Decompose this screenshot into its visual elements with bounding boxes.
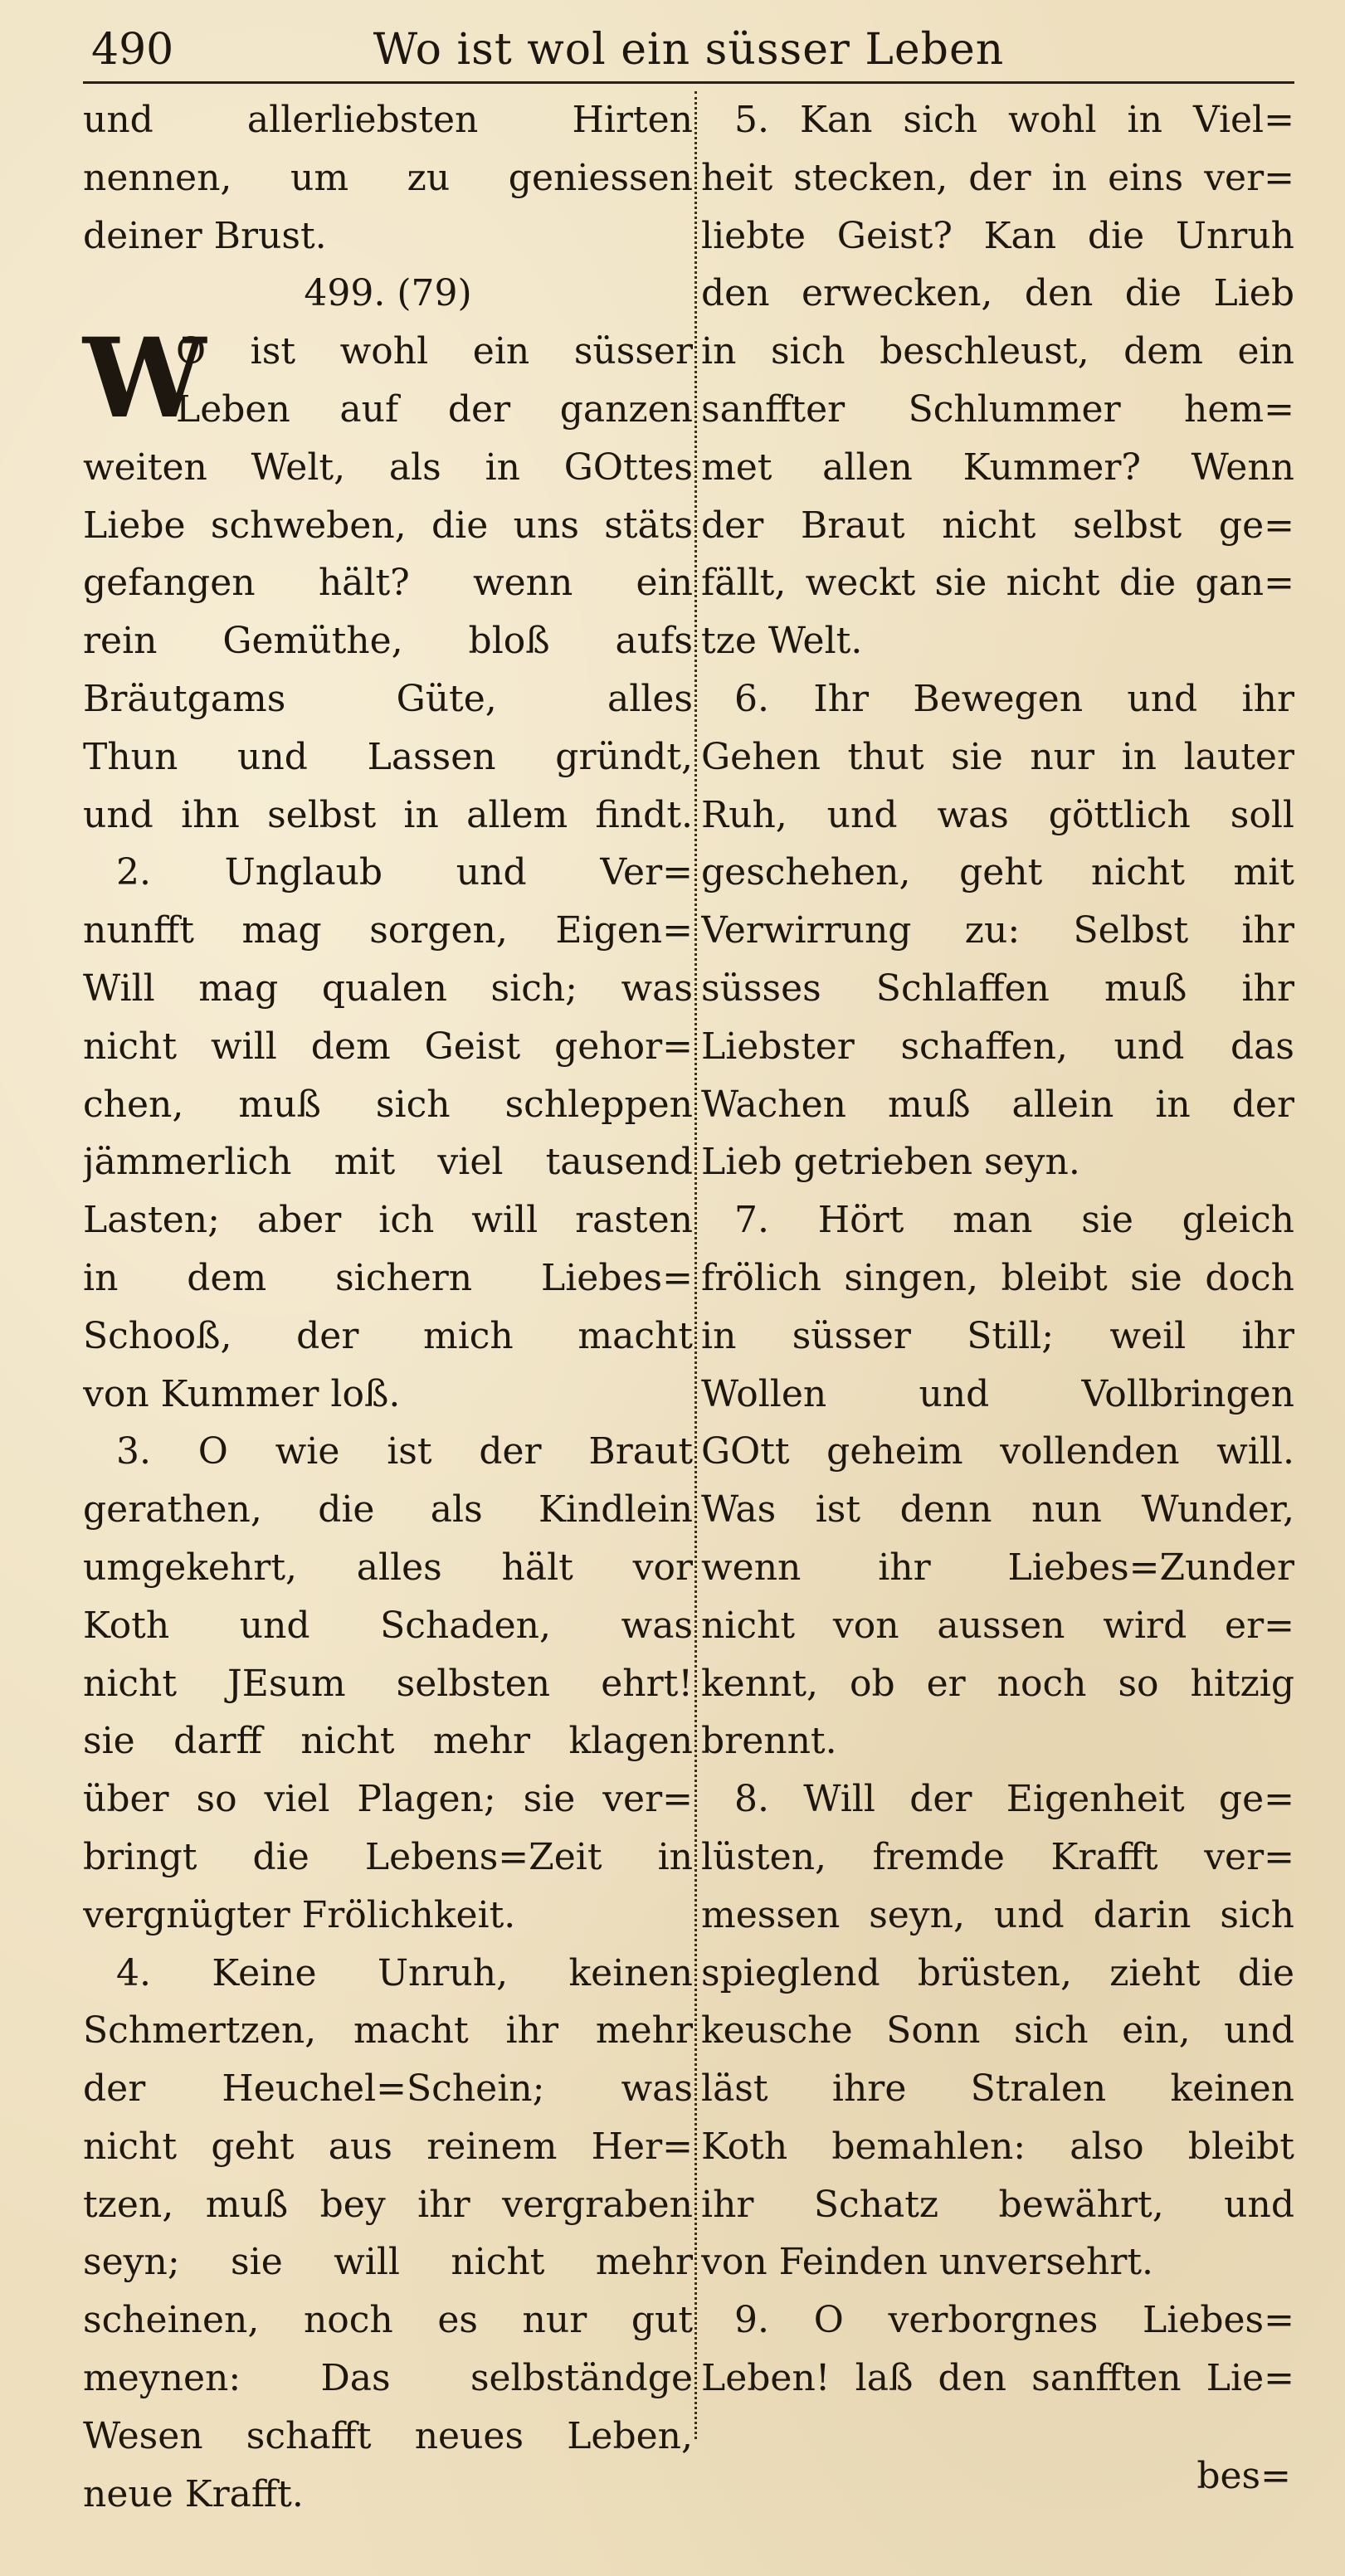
text-line: umgekehrt, alles hält vor — [83, 1546, 693, 1589]
text-line: messen seyn, und darin sich — [701, 1893, 1294, 1936]
text-line: 7. Hört man sie gleich — [734, 1199, 1294, 1242]
text-line: gefangen hält? wenn ein — [83, 562, 693, 605]
text-line: der Braut nicht selbst ge= — [701, 504, 1294, 547]
text-line: vergnügter Frölichkeit. — [83, 1893, 516, 1936]
stanza-5 — [701, 91, 1294, 670]
text-line: Was ist denn nun Wunder, — [701, 1488, 1294, 1531]
text-line: geschehen, geht nicht mit — [701, 851, 1294, 894]
text-line: Gehen thut sie nur in lauter — [701, 735, 1294, 778]
drop-cap: W — [83, 314, 207, 444]
text-line: meynen: Das selbständge — [83, 2357, 693, 2400]
text-line: in süsser Still; weil ihr — [701, 1314, 1294, 1357]
text-line: in dem sichern Liebes= — [83, 1256, 693, 1299]
text-line: fällt, weckt sie nicht die gan= — [701, 562, 1294, 605]
text-line: von Feinden unversehrt. — [701, 2241, 1154, 2284]
text-line: tze Welt. — [701, 620, 863, 663]
text-line: nunfft mag sorgen, Eigen= — [83, 909, 693, 952]
right-column — [701, 91, 1294, 2408]
text-line: frölich singen, bleibt sie doch — [701, 1256, 1294, 1299]
stanza-9 — [701, 2291, 1294, 2408]
text-line: Liebster schaffen, und das — [701, 1025, 1294, 1068]
text-line: Will mag qualen sich; was — [83, 967, 693, 1010]
text-line: weiten Welt, als in GOttes — [83, 446, 693, 489]
text-line: bringt die Lebens=Zeit in — [83, 1835, 693, 1878]
text-line: Koth und Schaden, was — [83, 1604, 693, 1647]
text-line: sanffter Schlummer hem= — [701, 387, 1294, 431]
text-line: von Kummer loß. — [83, 1372, 401, 1415]
text-line: Liebe schweben, die uns stäts — [83, 504, 693, 547]
stanza-1 — [83, 314, 693, 844]
text-line: keusche Sonn sich ein, und — [701, 2009, 1294, 2053]
text-line: Wollen und Vollbringen — [701, 1372, 1294, 1415]
column-divider — [694, 91, 697, 2439]
text-line: Lasten; aber ich will rasten — [83, 1199, 693, 1242]
text-line: deiner Brust. — [83, 214, 327, 257]
stanza-4 — [83, 1945, 693, 2524]
text-line: und ihn selbst in allem findt. — [83, 793, 693, 836]
hymn-heading: 499. (79) — [304, 272, 472, 315]
text-line: den erwecken, den die Lieb — [701, 272, 1294, 315]
text-line: Ruh, und was göttlich soll — [701, 793, 1294, 836]
text-line: jämmerlich mit viel tausend — [83, 1141, 693, 1184]
text-line: seyn; sie will nicht mehr — [83, 2241, 693, 2284]
stanza-8 — [701, 1770, 1294, 2291]
text-line: nennen, um zu geniessen — [83, 156, 693, 199]
text-line: Lieb getrieben seyn. — [701, 1141, 1080, 1184]
text-line: scheinen, noch es nur gut — [83, 2299, 693, 2342]
stanza-6 — [701, 670, 1294, 1191]
text-line: in sich beschleust, dem ein — [701, 330, 1294, 373]
text-line: über so viel Plagen; sie ver= — [83, 1778, 693, 1821]
text-line: Verwirrung zu: Selbst ihr — [701, 909, 1294, 952]
text-line: kennt, ob er noch so hitzig — [701, 1662, 1294, 1705]
text-line: läst ihre Stralen keinen — [701, 2067, 1294, 2111]
text-line: und allerliebsten Hirten — [83, 99, 693, 141]
text-line: brennt. — [701, 1720, 837, 1763]
text-line: wenn ihr Liebes=Zunder — [701, 1546, 1294, 1589]
text-line: liebte Geist? Kan die Unruh — [701, 214, 1294, 257]
text-line: neue Krafft. — [83, 2472, 304, 2515]
text-line: 5. Kan sich wohl in Viel= — [734, 99, 1294, 141]
text-line: Koth bemahlen: also bleibt — [701, 2125, 1294, 2168]
text-line: Leben auf der ganzen — [176, 387, 693, 431]
text-line: nicht geht aus reinem Her= — [83, 2125, 693, 2168]
text-line: nicht will dem Geist gehor= — [83, 1025, 693, 1068]
text-line: gerathen, die als Kindlein — [83, 1488, 693, 1531]
text-line: met allen Kummer? Wenn — [701, 446, 1294, 489]
text-line: Bräutgams Güte, alles — [83, 677, 693, 720]
text-line: süsses Schlaffen muß ihr — [701, 967, 1294, 1010]
text-line: spieglend brüsten, zieht die — [701, 1951, 1294, 1994]
text-line: sie darff nicht mehr klagen — [83, 1720, 693, 1763]
text-line: Leben! laß den sanfften Lie= — [701, 2357, 1294, 2400]
left-column — [83, 91, 693, 2523]
text-line: heit stecken, der in eins ver= — [701, 156, 1294, 199]
text-line: 9. O verborgnes Liebes= — [734, 2299, 1294, 2342]
text-line: Schmertzen, macht ihr mehr — [83, 2009, 693, 2053]
text-line: 3. O wie ist der Braut — [116, 1430, 693, 1473]
text-line: nicht von aussen wird er= — [701, 1604, 1294, 1647]
text-line: Wachen muß allein in der — [701, 1083, 1294, 1126]
text-line: 6. Ihr Bewegen und ihr — [734, 677, 1294, 720]
text-line: Wesen schafft neues Leben, — [83, 2414, 693, 2457]
text-line: 2. Unglaub und Ver= — [116, 851, 693, 894]
text-line: nicht JEsum selbsten ehrt! — [83, 1662, 693, 1705]
text-line: chen, muß sich schleppen — [83, 1083, 693, 1126]
text-line: ihr Schatz bewährt, und — [701, 2183, 1294, 2226]
running-title: Wo ist wol ein süsser Leben — [373, 25, 1005, 75]
text-line: der Heuchel=Schein; was — [83, 2067, 693, 2111]
page-header — [83, 18, 1294, 84]
catchword: bes= — [1196, 2455, 1291, 2497]
text-line: 4. Keine Unruh, keinen — [116, 1951, 693, 1994]
text-line: lüsten, fremde Krafft ver= — [701, 1835, 1294, 1878]
text-line: Thun und Lassen gründt, — [83, 735, 693, 778]
text-line: GOtt geheim vollenden will. — [701, 1430, 1294, 1473]
text-line: Schooß, der mich macht — [83, 1314, 693, 1357]
text-line: rein Gemüthe, bloß aufs — [83, 620, 693, 663]
page-number: 490 — [91, 25, 174, 75]
stanza-3 — [83, 1423, 693, 1944]
text-line: O ist wohl ein süsser — [176, 330, 693, 373]
text-line: tzen, muß bey ihr vergraben — [83, 2183, 693, 2226]
stanza-2 — [83, 844, 693, 1423]
stanza-7 — [701, 1191, 1294, 1770]
text-line: 8. Will der Eigenheit ge= — [734, 1778, 1294, 1821]
